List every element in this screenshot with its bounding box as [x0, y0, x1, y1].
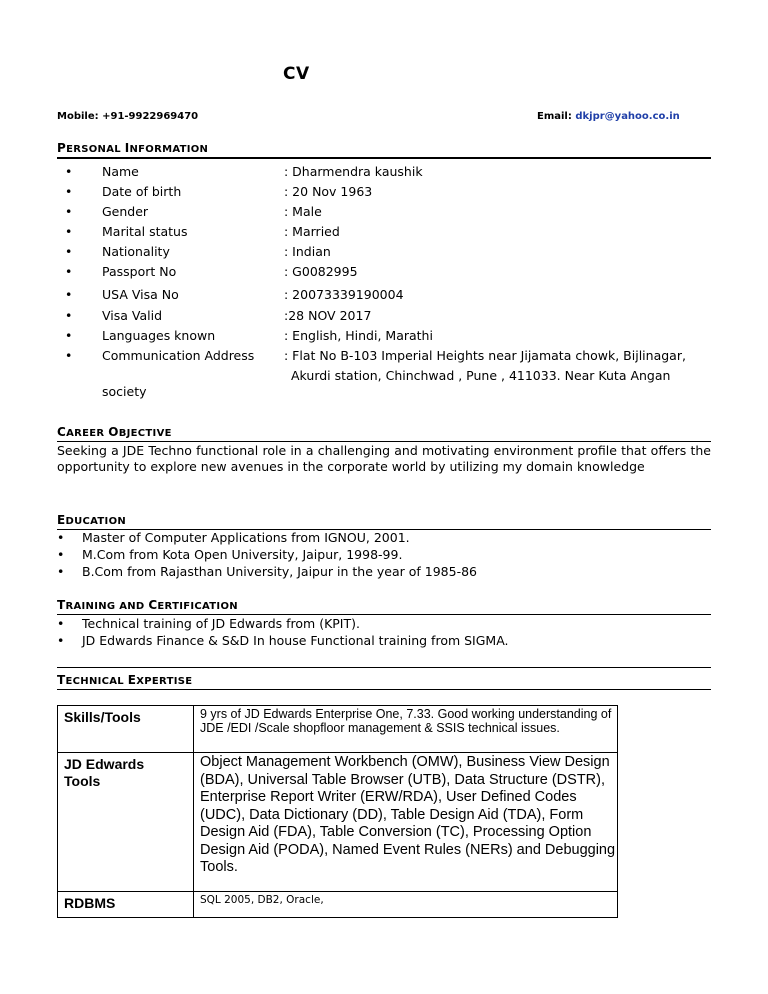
section-divider	[57, 614, 711, 615]
mobile-line	[57, 111, 198, 122]
section-divider	[57, 157, 711, 159]
personal-row: • Languages known : English, Hindi, Marathi	[65, 328, 433, 343]
career-objective-text: Seeking a JDE Techno functional role in a challenging and motivating environment profile that offers the opportunity to explore new avenues in the corporate world by utilizing my domain knowledge	[57, 443, 711, 474]
personal-row: • Communication Address : Flat No B-103 Imperial Heights near Jijamata chowk, Bijlinagar,	[65, 348, 686, 363]
personal-row: • Date of birth : 20 Nov 1963	[65, 184, 373, 199]
technical-expertise-table	[57, 705, 618, 918]
personal-row: • USA Visa No : 20073339190004	[65, 287, 404, 302]
technical-expertise-heading: TECHNICAL EXPERTISE	[57, 673, 193, 687]
mobile-number: +91-9922969470	[102, 111, 199, 122]
personal-info-heading: PERSONAL INFORMATION	[57, 141, 209, 155]
table-value-cell: SQL 2005, DB2, Oracle,	[194, 892, 618, 918]
table-value-cell: 9 yrs of JD Edwards Enterprise One, 7.33. Good working understanding of JDE /EDI /Scale shopfloor management & SSIS technical issues.	[194, 706, 618, 753]
education-heading: EDUCATION	[57, 513, 127, 527]
table-row	[58, 753, 618, 892]
table-key-cell: RDBMS	[58, 892, 194, 918]
address-continuation: society	[102, 384, 147, 399]
section-divider	[57, 667, 711, 668]
address-continuation: Akurdi station, Chinchwad , Pune , 411033. Near Kuta Angan	[291, 368, 671, 383]
personal-row: • Visa Valid :28 NOV 2017	[65, 308, 372, 323]
email-line	[537, 111, 680, 122]
personal-row: • Passport No : G0082995	[65, 264, 358, 279]
personal-row: • Marital status : Married	[65, 224, 340, 239]
table-row	[58, 706, 618, 753]
section-divider	[57, 689, 711, 690]
table-row	[58, 892, 618, 918]
mobile-label: Mobile:	[57, 111, 99, 122]
table-value-cell: Object Management Workbench (OMW), Business View Design (BDA), Universal Table Browser (UTB), Data Structure (DSTR), Enterprise Report Writer (ERW/RDA), User Defined Codes (UDC), Data Dictionary (DD), Table Design Aid (TDA), Form Design Aid (FDA), Table Conversion (TC), Processing Option Design Aid (PODA), Named Event Rules (NERs) and Debugging Tools.	[194, 753, 618, 892]
table-key-cell: Skills/Tools	[58, 706, 194, 753]
personal-row: • Nationality : Indian	[65, 244, 331, 259]
training-heading: TRAINING AND CERTIFICATION	[57, 598, 238, 612]
email-label: Email:	[537, 111, 572, 122]
career-objective-heading: CAREER OBJECTIVE	[57, 425, 172, 439]
personal-row: • Name : Dharmendra kaushik	[65, 164, 423, 179]
document-title: CV	[283, 64, 310, 84]
personal-row: • Gender : Male	[65, 204, 322, 219]
section-divider	[57, 441, 711, 442]
table-key-cell: JD Edwards Tools	[58, 753, 194, 892]
email-link[interactable]: dkjpr@yahoo.co.in	[575, 111, 680, 122]
